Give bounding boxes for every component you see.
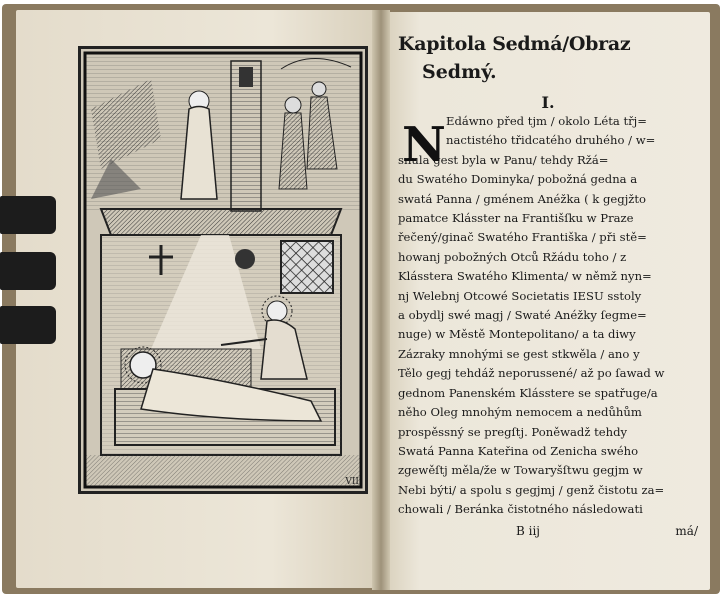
text-line: du Swatého Dominyka/ pobožná gedna a — [398, 172, 638, 187]
body-text — [398, 112, 698, 520]
text-line: nactistého třidcatého druhého / w= — [446, 133, 656, 148]
signature-mark: B iij — [516, 523, 541, 538]
text-line: zgewěſtj měla/že w Towaryšſtwu gegjm w — [398, 463, 643, 478]
text-line: řečený/ginač Swatého Františka / při stě= — [398, 230, 647, 245]
text-line: chowali / Beránka čistotného následowati — [398, 502, 643, 517]
text-line: a obydlj swé magj / Swaté Anéžky ſegme= — [398, 308, 647, 323]
text-line: Nebi býti/ a spolu s gegjmj / genž čistotu za= — [398, 482, 665, 497]
text-line: Klásstera Swatého Klimenta/ w němž nyn= — [398, 269, 652, 284]
catchword-row — [398, 522, 698, 540]
section-numeral: I. — [541, 93, 555, 112]
text-line: Zázraky mnohými se gest stkwěla / ano y — [398, 346, 640, 361]
text-line: prospěssný se pregſtj. Poněwadž tehdy — [398, 424, 628, 439]
text-line: pamatce Klásster na Františſku w Praze — [398, 211, 634, 226]
book-gutter — [372, 10, 390, 590]
book-clip — [0, 196, 56, 346]
clip-middle-arm — [0, 252, 56, 290]
text-line: něho Oleg mnohým nemocem a nedůhům — [398, 405, 642, 420]
text-line: Edáwno před tjm / okolo Léta třj= — [446, 114, 647, 128]
catchword: má/ — [675, 523, 698, 538]
text-line: snula gest byla w Panu/ tehdy Ržá= — [398, 152, 609, 167]
clip-lower-arm — [0, 306, 56, 344]
text-line: nj Welebnj Otcowé Societatis IESU sstoly — [398, 288, 642, 303]
drop-cap: N — [402, 117, 446, 173]
clip-upper-arm — [0, 196, 56, 234]
engraving-artwork — [81, 49, 365, 491]
plate-number: VII — [345, 477, 359, 487]
text-line: swatá Panna / gménem Anéžka ( k gegjžto — [398, 191, 647, 206]
engraving-illustration — [78, 46, 368, 494]
chapter-title: Kapitola Sedmá/Obraz — [398, 33, 631, 55]
text-line: nuge) w Městě Montepolitano/ a ta diwy — [398, 327, 636, 342]
text-line: gednom Panenském Klásstere se spatřuge/a — [398, 385, 658, 400]
chapter-subtitle: Sedmý. — [422, 61, 497, 83]
text-line: Swatá Panna Kateřina od Zenicha swého — [398, 443, 639, 458]
text-page — [398, 30, 698, 540]
text-line: Tělo gegj tehdáž neporussené/ až po ſawad w — [398, 366, 665, 381]
text-line: howanj pobožných Otců Ržádu toho / z — [398, 249, 627, 264]
